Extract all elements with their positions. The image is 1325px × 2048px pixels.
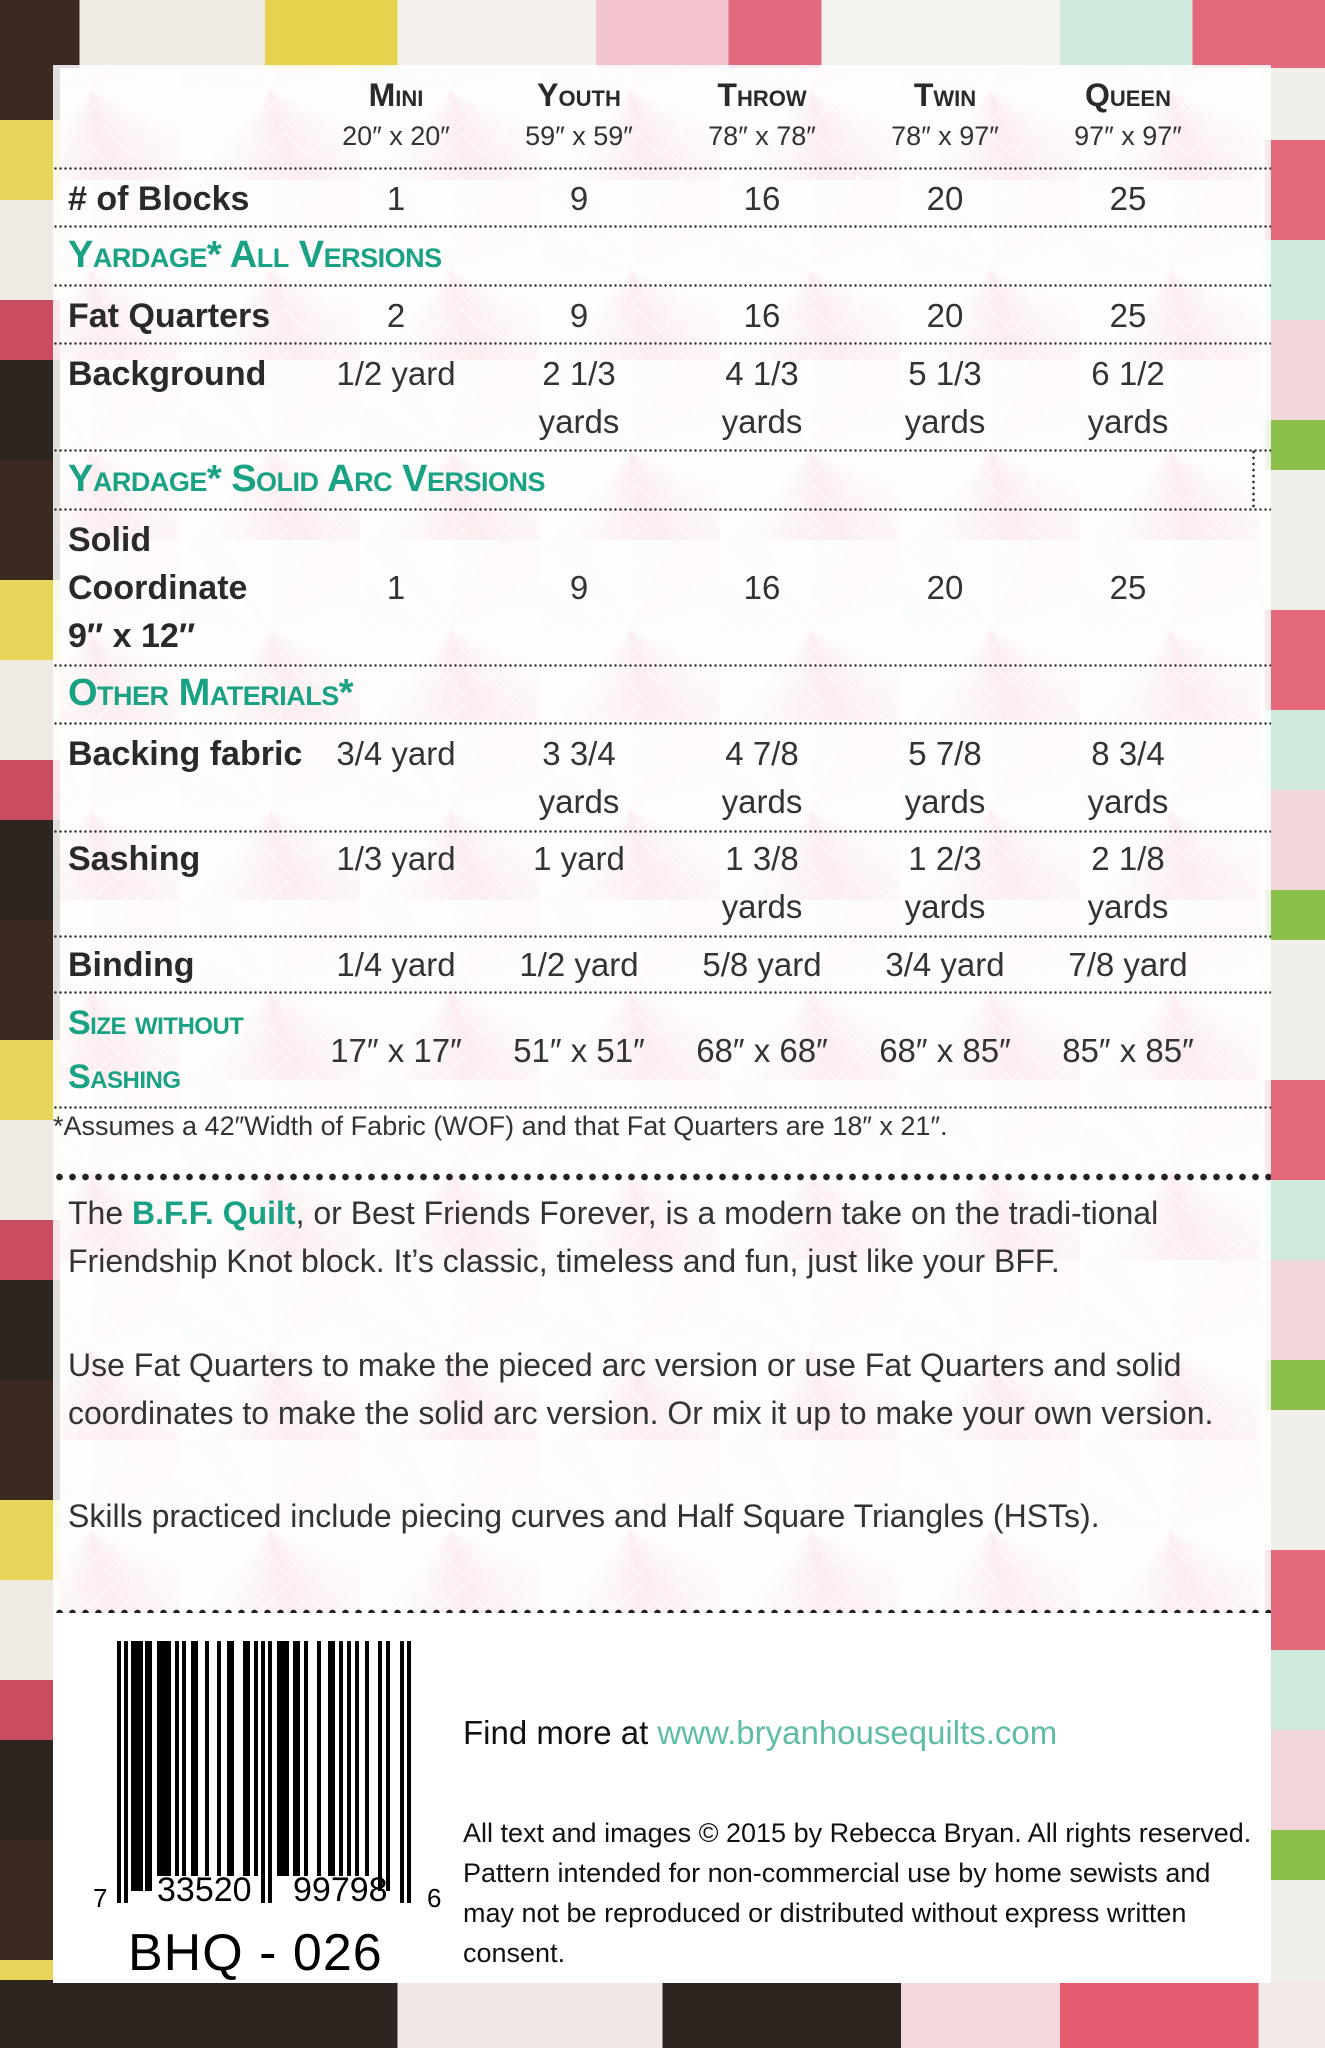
pattern-back-panel — [53, 65, 1271, 1983]
row-label: Sashing — [68, 840, 201, 878]
cell-queen: 25 — [1109, 297, 1147, 334]
column-size-queen: 97″ x 97″ — [1074, 121, 1182, 151]
row-label: # of Blocks — [68, 180, 250, 218]
cell-mini: 3/4 yard — [336, 735, 456, 772]
column-header-throw: Throw — [717, 77, 807, 113]
divider — [53, 722, 1271, 725]
section-heading-other-materials: Other Materials* — [68, 672, 354, 714]
cell-queen-unit: yards — [1087, 888, 1169, 925]
copyright-notice: All text and images © 2015 by Rebecca Bryan. All rights reserved. Pattern intended for non-commercial use by home sewists and may not be reproduced or distributed without express written consent. — [463, 1818, 1252, 1968]
row-label: Solid — [68, 521, 152, 559]
cell-youth: 51″ x 51″ — [513, 1032, 645, 1069]
cell-queen-unit: yards — [1087, 403, 1169, 440]
column-size-mini: 20″ x 20″ — [342, 121, 450, 151]
cell-mini: 1/2 yard — [336, 355, 456, 392]
cell-youth: 1 yard — [533, 840, 625, 877]
quilt-name: B.F.F. Quilt — [132, 1195, 296, 1231]
cell-youth: 9 — [569, 180, 589, 217]
cell-throw: 4 1/3 — [725, 355, 799, 392]
cell-throw-unit: yards — [721, 403, 803, 440]
cell-twin: 1 2/3 — [908, 840, 982, 877]
divider — [53, 449, 1271, 452]
cell-throw-unit: yards — [721, 783, 803, 820]
column-header-mini: Mini — [368, 77, 424, 113]
divider-heavy — [53, 1173, 1271, 1181]
description-paragraph-1: The B.F.F. Quilt, or Best Friends Forever, is a modern take on the tradi-tional Friendship Knot block. It’s classic, timeless and fun, just like your BFF. — [68, 1195, 1159, 1279]
cell-youth-unit: yards — [538, 783, 620, 820]
barcode-digit-check: 6 — [427, 1883, 442, 1913]
cell-youth-unit: yards — [538, 403, 620, 440]
cell-queen: 25 — [1109, 569, 1147, 606]
cell-queen-unit: yards — [1087, 783, 1169, 820]
cell-throw: 1 3/8 — [725, 840, 799, 877]
cell-mini: 1 — [386, 569, 406, 606]
quilt-left-strip — [0, 0, 60, 2048]
cell-throw: 16 — [743, 297, 781, 334]
cell-youth: 9 — [569, 569, 589, 606]
barcode-icon — [93, 1641, 423, 1903]
barcode-digits-right: 99798 — [293, 1871, 388, 1909]
barcode-digit-lead: 7 — [93, 1883, 108, 1913]
upc-barcode — [93, 1641, 442, 1913]
cell-throw-unit: yards — [721, 888, 803, 925]
row-label: Sashing — [68, 1058, 181, 1096]
cell-queen: 2 1/8 — [1091, 840, 1165, 877]
quilt-bottom-strip — [0, 1980, 1325, 2048]
cell-twin: 5 1/3 — [908, 355, 982, 392]
divider — [53, 508, 1271, 511]
column-header-queen: Queen — [1084, 77, 1171, 113]
divider — [53, 342, 1271, 345]
cell-twin-unit: yards — [904, 888, 986, 925]
quilt-top-strip — [0, 0, 1325, 68]
cell-throw: 4 7/8 — [725, 735, 799, 772]
row-label: Fat Quarters — [68, 297, 271, 335]
cell-youth: 2 1/3 — [542, 355, 616, 392]
row-label: 9″ x 12″ — [68, 617, 196, 655]
cell-youth: 9 — [569, 297, 589, 334]
quilt-right-strip — [1265, 0, 1325, 2048]
column-header-twin: Twin — [913, 77, 977, 113]
cell-throw: 5/8 yard — [702, 946, 822, 983]
materials-section — [53, 65, 1271, 1613]
cell-youth: 3 3/4 — [542, 735, 616, 772]
cell-twin: 20 — [926, 297, 964, 334]
find-more-line: Find more at www.bryanhousequilts.com — [463, 1714, 1058, 1751]
column-size-throw: 78″ x 78″ — [708, 121, 816, 151]
cell-twin: 3/4 yard — [885, 946, 1005, 983]
row-label: Binding — [68, 946, 195, 984]
cell-queen: 25 — [1109, 180, 1147, 217]
cell-queen: 85″ x 85″ — [1062, 1032, 1194, 1069]
cell-twin-unit: yards — [904, 783, 986, 820]
row-label: Backing fabric — [68, 735, 303, 773]
cell-twin: 68″ x 85″ — [879, 1032, 1011, 1069]
column-size-twin: 78″ x 97″ — [891, 121, 999, 151]
section-heading-yardage-all: Yardage* All Versions — [68, 234, 442, 276]
cell-throw: 16 — [743, 569, 781, 606]
column-header-youth: Youth — [537, 77, 621, 113]
footer-section — [53, 1613, 1271, 1983]
description-paragraph-3: Skills practiced include piecing curves and Half Square Triangles (HSTs). — [68, 1498, 1100, 1534]
website-link[interactable]: www.bryanhousequilts.com — [657, 1714, 1058, 1751]
row-label: Size without — [68, 1004, 244, 1042]
divider-box-edge — [1252, 449, 1255, 509]
cell-twin-unit: yards — [904, 403, 986, 440]
cell-mini: 1/4 yard — [336, 946, 456, 983]
cell-youth: 1/2 yard — [519, 946, 639, 983]
divider — [53, 167, 1271, 170]
cell-mini: 1 — [386, 180, 406, 217]
cell-throw: 68″ x 68″ — [696, 1032, 828, 1069]
cell-queen: 6 1/2 — [1091, 355, 1165, 392]
divider — [53, 284, 1271, 287]
divider — [53, 225, 1271, 228]
divider — [53, 664, 1271, 667]
cell-twin: 5 7/8 — [908, 735, 982, 772]
cell-mini: 1/3 yard — [336, 840, 456, 877]
yardage-footnote: *Assumes a 42″Width of Fabric (WOF) and that Fat Quarters are 18″ x 21″. — [53, 1111, 948, 1141]
row-label: Coordinate — [68, 569, 248, 607]
column-size-youth: 59″ x 59″ — [525, 121, 633, 151]
cell-twin: 20 — [926, 569, 964, 606]
section-heading-yardage-solid-arc: Yardage* Solid Arc Versions — [68, 458, 546, 500]
cell-mini: 2 — [386, 297, 406, 334]
description-paragraph-2: Use Fat Quarters to make the pieced arc version or use Fat Quarters and solid coordinates to make the solid arc version. Or mix it up to make your own version. — [68, 1347, 1214, 1431]
divider — [53, 830, 1271, 833]
cell-queen: 8 3/4 — [1091, 735, 1165, 772]
cell-mini: 17″ x 17″ — [330, 1032, 462, 1069]
barcode-digits-left: 33520 — [157, 1871, 252, 1909]
cell-throw: 16 — [743, 180, 781, 217]
row-label: Background — [68, 355, 267, 393]
divider — [53, 991, 1271, 994]
cell-queen: 7/8 yard — [1068, 946, 1188, 983]
cell-twin: 20 — [926, 180, 964, 217]
divider — [53, 935, 1271, 938]
pattern-sku: BHQ - 026 — [128, 1924, 383, 1982]
